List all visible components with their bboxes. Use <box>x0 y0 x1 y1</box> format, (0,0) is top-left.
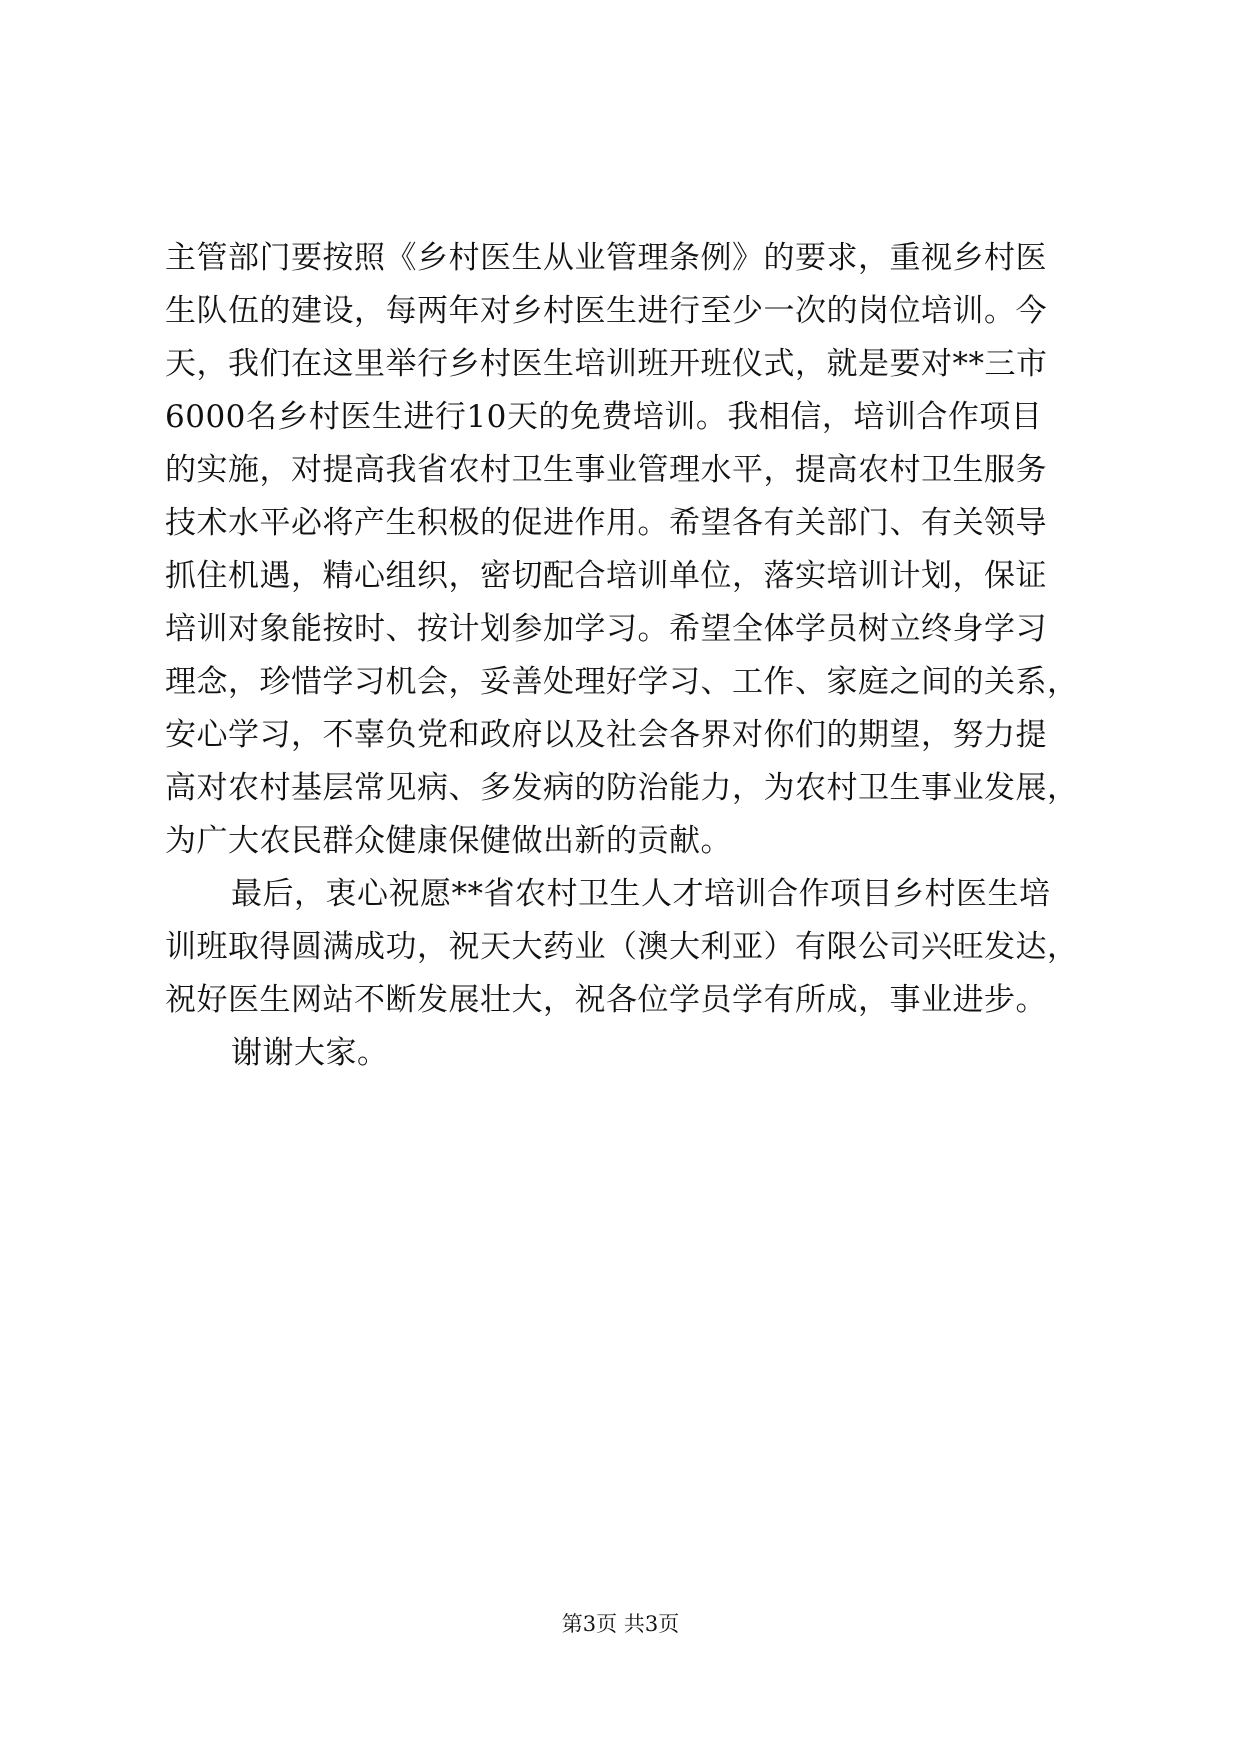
text-line: 为广大农民群众健康保健做出新的贡献。 <box>165 823 732 859</box>
text-line: 理念，珍惜学习机会，妥善处理好学习、工作、家庭之间的关系， <box>165 664 1079 700</box>
page-number-label: 第3页 共3页 <box>561 1612 680 1636</box>
page-footer <box>0 1610 1241 1638</box>
text-line: 主管部门要按照《乡村医生从业管理条例》的要求，重视乡村医 <box>165 240 1047 276</box>
text-line: 6000名乡村医生进行10天的免费培训。我相信，培训合作项目 <box>165 399 1043 435</box>
text-line: 的实施，对提高我省农村卫生事业管理水平，提高农村卫生服务 <box>165 452 1047 488</box>
text-line: 安心学习，不辜负党和政府以及社会各界对你们的期望，努力提 <box>165 717 1047 753</box>
text-line: 技术水平必将产生积极的促进作用。希望各有关部门、有关领导 <box>165 505 1047 541</box>
body-text <box>165 232 1085 1080</box>
text-line: 最后，衷心祝愿**省农村卫生人才培训合作项目乡村医生培 <box>231 876 1051 912</box>
text-line: 训班取得圆满成功，祝天大药业（澳大利亚）有限公司兴旺发达， <box>165 929 1079 965</box>
paragraph-2 <box>165 868 1085 1027</box>
text-line: 高对农村基层常见病、多发病的防治能力，为农村卫生事业发展， <box>165 770 1079 806</box>
text-line: 生队伍的建设，每两年对乡村医生进行至少一次的岗位培训。今 <box>165 293 1047 329</box>
text-line: 祝好医生网站不断发展壮大，祝各位学员学有所成，事业进步。 <box>165 982 1047 1018</box>
text-line: 培训对象能按时、按计划参加学习。希望全体学员树立终身学习 <box>165 611 1047 647</box>
text-line: 谢谢大家。 <box>231 1035 389 1071</box>
paragraph-1 <box>165 232 1085 868</box>
text-line: 抓住机遇，精心组织，密切配合培训单位，落实培训计划，保证 <box>165 558 1047 594</box>
text-line: 天，我们在这里举行乡村医生培训班开班仪式，就是要对**三市 <box>165 346 1048 382</box>
paragraph-3 <box>165 1027 1085 1080</box>
